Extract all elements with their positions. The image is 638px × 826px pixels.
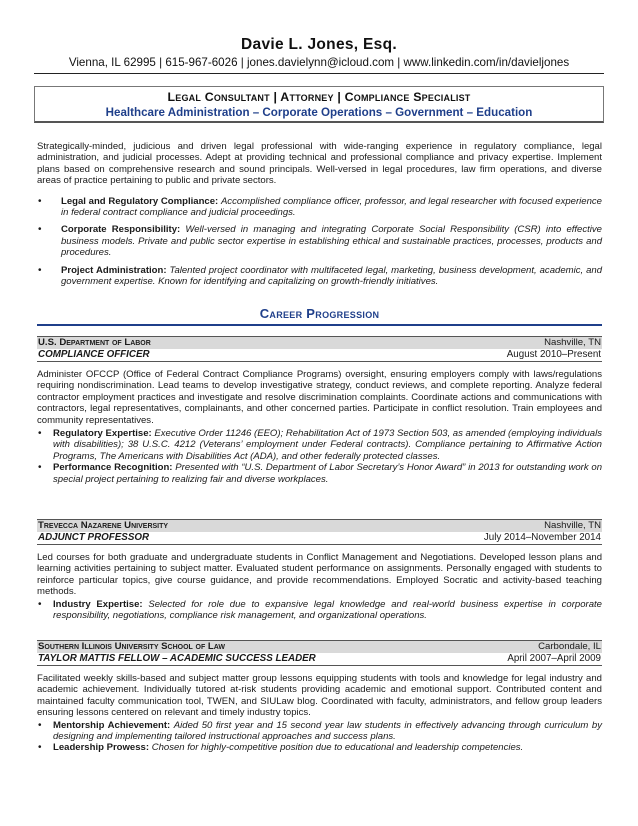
summary-bullets xyxy=(37,196,602,288)
summary-section xyxy=(37,141,602,287)
employer-bar xyxy=(37,640,602,653)
job-description: Led courses for both graduate and undergraduate students in Conflict Management and Negotiations. Developed lesson plans and learning activities pertaining to subject matter. Evaluated student performance on assignments. Personally engaged with students to reinforce particular topics, give course guidance, and provide recommendations. Employed Socratic and activity-based teaching methods. xyxy=(37,552,602,598)
summary-text: Strategically-minded, judicious and driven legal professional with wide-ranging experience in regulatory compliance, legal administration, and judicial processes. Adept at providing technical and professional compliance and privacy expertise. Implement plans based on comprehensive research and sound principals. Well-versed in legal procedures, law firm operations, and diverse areas of practice pertaining to public and private sectors. xyxy=(37,141,602,187)
list-item: • Mentorship Achievement: Aided 50 first year and 15 second year law students in effectively advancing through curriculum by designing and implementing tailored instructional approaches and success plans. xyxy=(38,719,602,743)
candidate-name: Davie L. Jones, Esq. xyxy=(241,36,397,53)
employer-name: Southern Illinois University School of Law xyxy=(38,641,226,652)
employer-name: U.S. Department of Labor xyxy=(38,337,151,348)
job-location: Carbondale, IL xyxy=(538,641,601,652)
role-row xyxy=(37,653,602,666)
job-description: Facilitated weekly skills-based and subject matter group lessons equipping students with tools and knowledge for legal industry and academic achievement. Individually tutored at-risk students providing academic and emotional support. Contributed content and maintained faculty communication tool, TWEN, and SIULaw blog. Coordinated with faculty, administrators, and fellow group leaders ensuring lessons centered on relevant and timely industry topics. xyxy=(37,673,602,719)
job-location: Nashville, TN xyxy=(544,520,601,531)
job-dates: August 2010–Present xyxy=(506,349,601,360)
job-description: Administer OFCCP (Office of Federal Contract Compliance Programs) oversight, ensuring employers comply with laws/regulations requiring nondiscrimination. Lead teams to develop investigative strategy, conduct reviews, and complete reporting. Analyze federal contractor employment practices and investigate and resolve discrimination complaints. Coordinate actions and communications with contractors, legal representatives, complainants, and other concerned parties. Participate in conflict resolution. Train employees and community representatives. xyxy=(37,369,602,426)
section-divider xyxy=(37,324,602,326)
headline-title: Legal Consultant | Attorney | Compliance Specialist xyxy=(167,90,471,104)
employer-bar xyxy=(37,336,602,349)
job-bullets xyxy=(37,428,602,485)
job-location: Nashville, TN xyxy=(544,337,601,348)
list-item: • Industry Expertise: Selected for role due to expansive legal knowledge and real-world business expertise in corporate responsibility, negotiations, compliance risk management, and organizational operations. xyxy=(38,598,602,622)
list-item: • Performance Recognition: Presented with “U.S. Department of Labor Secretary’s Honor Award” in 2013 for outstanding work on special project pertaining to realizing fair and diverse workplaces. xyxy=(38,462,603,485)
employer-name: Trevecca Nazarene University xyxy=(38,520,169,531)
list-item: • Legal and Regulatory Compliance: Accomplished compliance officer, professor, and legal researcher with focused experience in federal contract compliance and judicial proceedings. xyxy=(38,195,602,219)
employer-bar xyxy=(37,519,602,532)
job-role: ADJUNCT PROFESSOR xyxy=(38,532,150,543)
contact-line: Vienna, IL 62995 | 615-967-6026 | jones.davielynn@icloud.com | www.linkedin.com/in/davieljones xyxy=(34,56,604,74)
job-dates: July 2014–November 2014 xyxy=(483,532,601,543)
list-item: • Regulatory Expertise: Executive Order 11246 (EEO); Rehabilitation Act of 1973 Section 503, as amended (employing individuals with disabilities); 38 U.S.C. 4212 (Veterans’ employment under Federal contracts). Compliance pertaining to Affirmative Action Programs, The Americans with Disabilities Act (ADA), and other federally protected classes. xyxy=(38,428,602,462)
job-bullets xyxy=(37,720,602,754)
section-title: Career Progression xyxy=(259,306,380,321)
job-role: TAYLOR MATTIS FELLOW – ACADEMIC SUCCESS LEADER xyxy=(38,653,316,664)
role-row xyxy=(37,349,602,362)
list-item: • Leadership Prowess: Chosen for highly-competitive position due to educational and leadership competencies. xyxy=(38,742,524,754)
job-entry xyxy=(37,640,602,754)
job-entry xyxy=(37,519,602,621)
career-section-header xyxy=(37,306,602,326)
role-row xyxy=(37,532,602,545)
headline-subtitle: Healthcare Administration – Corporate Operations – Government – Education xyxy=(105,106,533,119)
job-dates: April 2007–April 2009 xyxy=(507,653,601,664)
list-item: • Project Administration: Talented project coordinator with multifaceted legal, marketing, business development, academic, and government expertise. Known for identifying and capitalizing on growth-friendly initiatives. xyxy=(38,264,603,288)
job-bullets xyxy=(37,599,602,622)
headline-box xyxy=(34,86,604,123)
job-entry xyxy=(37,336,602,485)
job-role: COMPLIANCE OFFICER xyxy=(38,349,150,360)
list-item: • Corporate Responsibility: Well-versed in managing and integrating Corporate Social Responsibility (CSR) into effective business models. Private and public sector expertise in establishing ethical and sustainable practices, processes, products and procedures. xyxy=(38,224,602,259)
